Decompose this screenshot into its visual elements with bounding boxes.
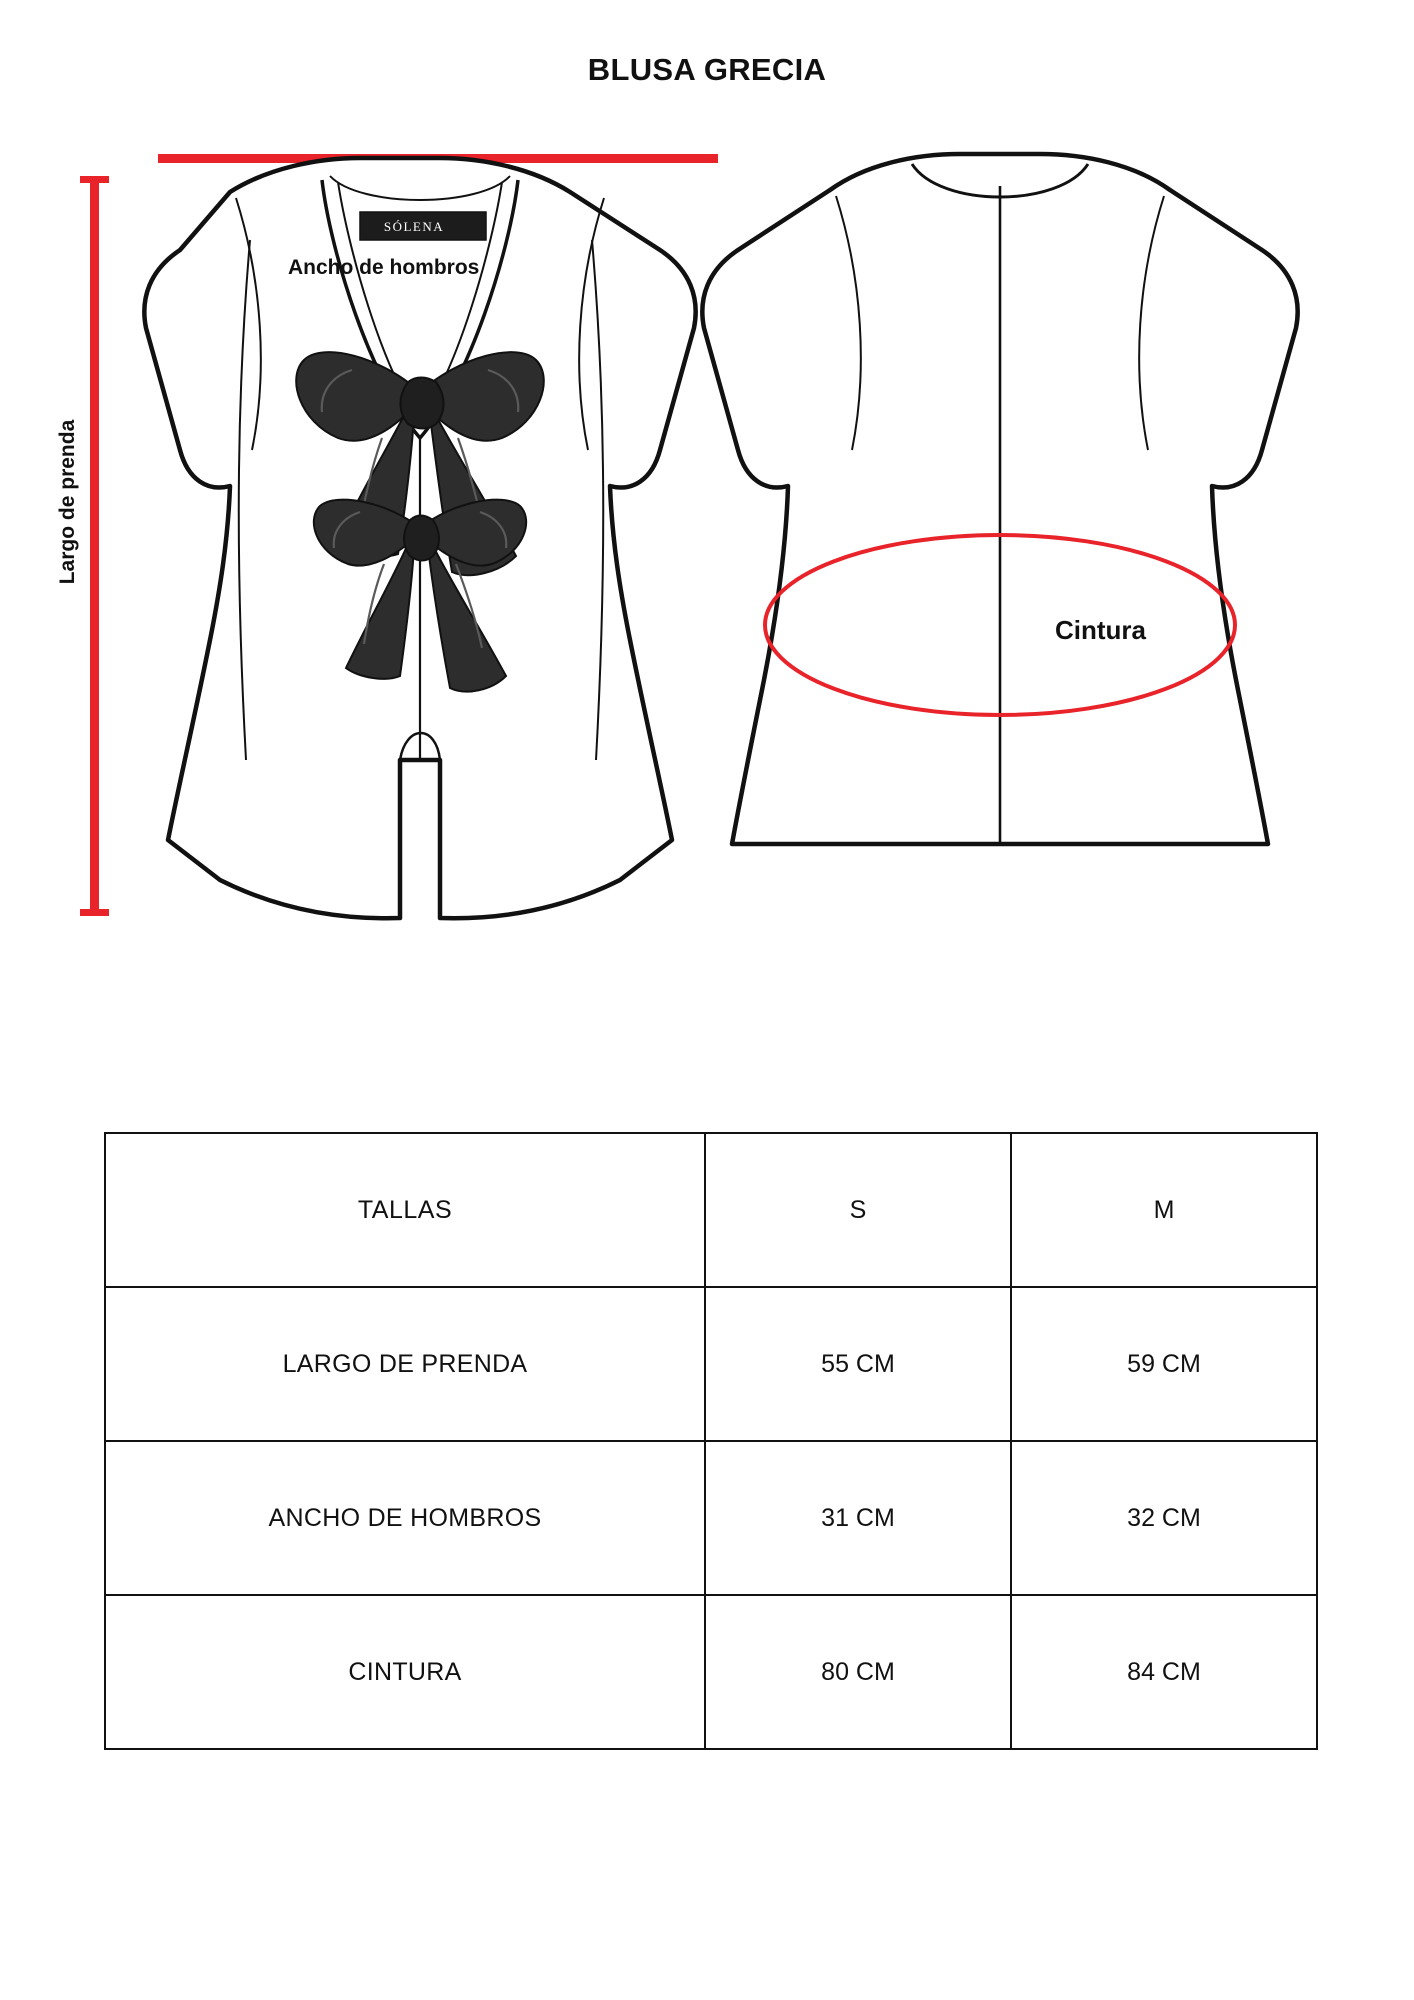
technical-flat-sketch bbox=[0, 120, 1414, 1080]
cell-largo-m: 59 CM bbox=[1011, 1287, 1317, 1441]
table-header-row bbox=[105, 1133, 1317, 1287]
garment-length-guide bbox=[90, 176, 99, 916]
back-view bbox=[702, 154, 1297, 844]
header-tallas: TALLAS bbox=[105, 1133, 705, 1287]
label-waist: Cintura bbox=[1055, 615, 1146, 645]
table-row bbox=[105, 1441, 1317, 1595]
row-label-largo-de-prenda: LARGO DE PRENDA bbox=[105, 1287, 705, 1441]
header-size-m: M bbox=[1011, 1133, 1317, 1287]
table-row bbox=[105, 1287, 1317, 1441]
label-garment-length: Largo de prenda bbox=[56, 419, 79, 585]
cell-cintura-s: 80 CM bbox=[705, 1595, 1011, 1749]
page-title: BLUSA GRECIA bbox=[587, 52, 827, 87]
svg-text:SÓLENA: SÓLENA bbox=[383, 219, 445, 234]
cell-hombros-s: 31 CM bbox=[705, 1441, 1011, 1595]
row-label-cintura: CINTURA bbox=[105, 1595, 705, 1749]
size-chart-table bbox=[104, 1132, 1318, 1750]
cell-cintura-m: 84 CM bbox=[1011, 1595, 1317, 1749]
garment-illustration bbox=[0, 120, 1414, 1080]
header-size-s: S bbox=[705, 1133, 1011, 1287]
label-shoulder-width: Ancho de hombros bbox=[288, 256, 480, 279]
cell-largo-s: 55 CM bbox=[705, 1287, 1011, 1441]
cell-hombros-m: 32 CM bbox=[1011, 1441, 1317, 1595]
table-row bbox=[105, 1595, 1317, 1749]
row-label-ancho-de-hombros: ANCHO DE HOMBROS bbox=[105, 1441, 705, 1595]
